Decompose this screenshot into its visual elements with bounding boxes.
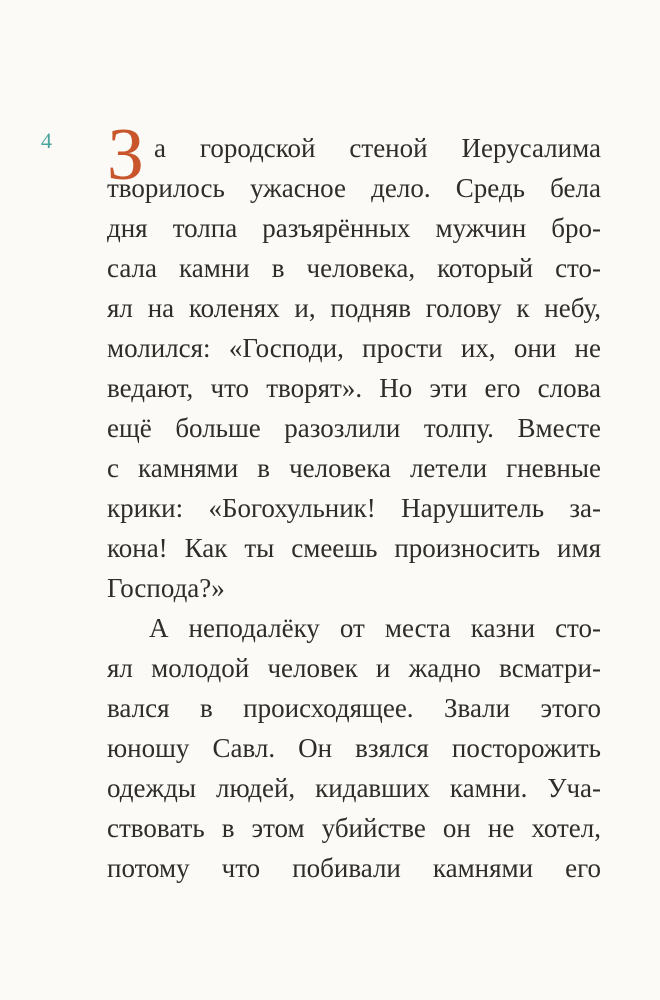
text-line: ял молодой человек и жадно всматри- xyxy=(107,653,601,683)
text-line: кона! Как ты смеешь произносить имя xyxy=(107,533,601,563)
text-line: Господа?» xyxy=(107,573,225,603)
text-line: крики: «Богохульник! Нарушитель за- xyxy=(107,493,601,523)
text-line: юношу Савл. Он взялся посторожить xyxy=(107,733,601,763)
text-line: вался в происходящее. Звали этого xyxy=(107,693,601,723)
text-line: А неподалёку от места казни сто- xyxy=(149,613,601,643)
paragraph-2 xyxy=(107,608,601,888)
text-line: ял на коленях и, подняв голову к небу, xyxy=(107,293,601,323)
text-line: ствовать в этом убийстве он не хотел, xyxy=(107,813,601,843)
text-line: творилось ужасное дело. Средь бела xyxy=(107,173,601,203)
paragraph-1 xyxy=(107,168,601,608)
page-number: 4 xyxy=(41,128,52,153)
text-line: ещё больше разозлили толпу. Вместе xyxy=(107,413,601,443)
text-line: потому что побивали камнями его xyxy=(107,853,601,883)
drop-cap: З xyxy=(107,114,145,196)
text-line: дня толпа разъярённых мужчин бро- xyxy=(107,213,601,243)
text-line: с камнями в человека летели гневные xyxy=(107,453,601,483)
text-line: сала камни в человека, который сто- xyxy=(107,253,601,283)
text-line: молился: «Господи, прости их, они не xyxy=(107,333,601,363)
first-line-text: а городской стеной Иерусалима xyxy=(154,133,601,163)
body-text xyxy=(107,96,601,888)
text-line: одежды людей, кидавших камни. Уча- xyxy=(107,773,601,803)
text-line: ведают, что творят». Но эти его слова xyxy=(107,373,601,403)
